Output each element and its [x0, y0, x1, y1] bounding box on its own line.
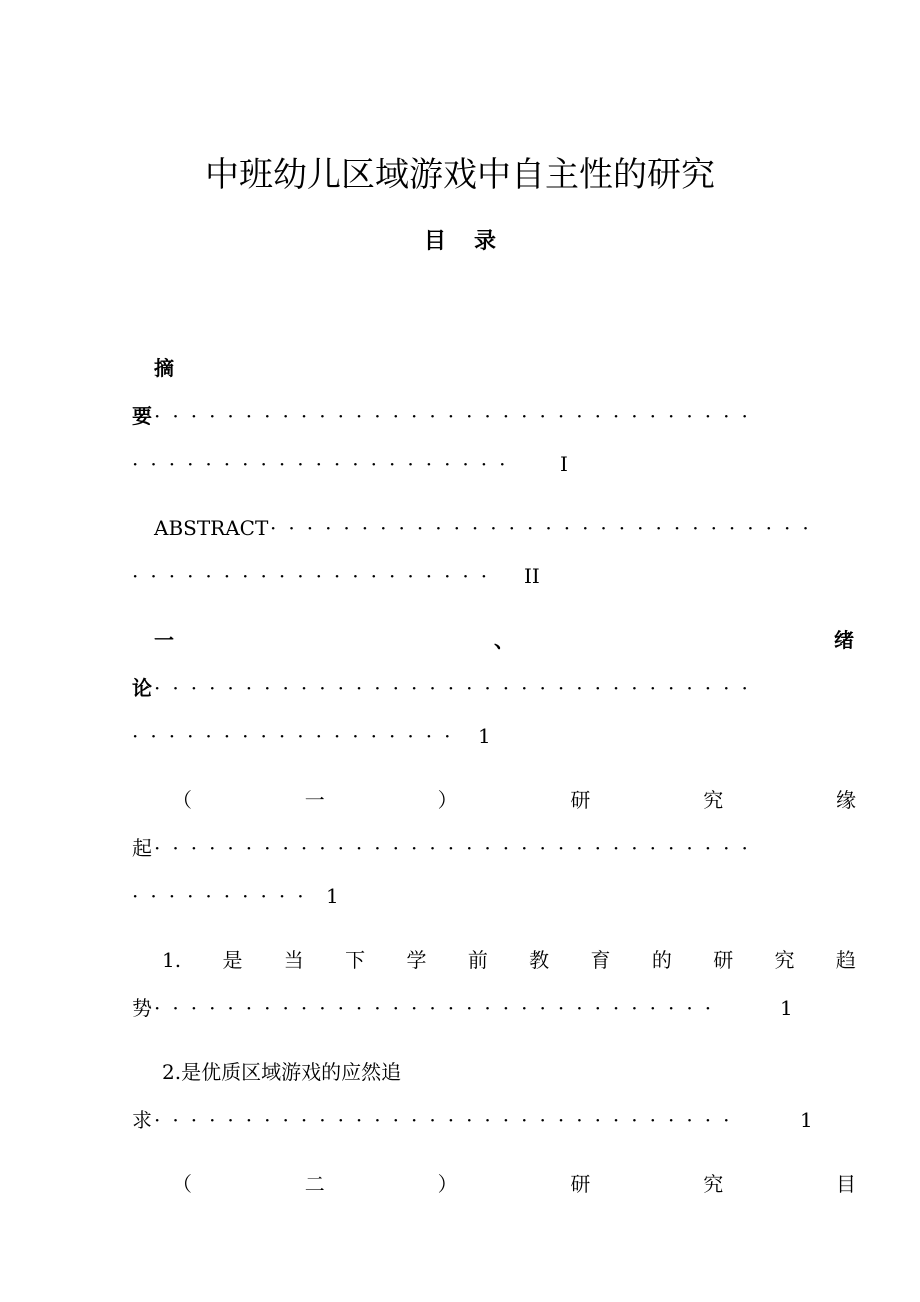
- toc-char: 1.: [162, 948, 182, 972]
- toc-chapter1-line3[interactable]: [132, 722, 856, 750]
- toc-char: ）: [437, 1172, 458, 1196]
- toc-item-1-line2[interactable]: [132, 994, 856, 1022]
- toc-char: 当: [283, 948, 304, 972]
- leader-dots: ································: [154, 1108, 742, 1132]
- toc-section-1-1-line3[interactable]: [132, 882, 856, 910]
- toc-char: 学: [406, 948, 427, 972]
- toc-text: 起: [132, 836, 152, 860]
- toc-char: 的: [651, 948, 672, 972]
- leader-dots: ·································: [154, 404, 760, 428]
- toc-section-1-2-line1[interactable]: [172, 1170, 856, 1198]
- toc-char: 究: [703, 1172, 724, 1196]
- toc-char: 趋: [835, 948, 856, 972]
- toc-abstract-en-line1[interactable]: [132, 514, 856, 542]
- leader-dots: ·····················: [132, 452, 518, 476]
- toc-char: 研: [570, 1172, 591, 1196]
- toc-item-2-line1[interactable]: [132, 1058, 856, 1086]
- toc-section-1-1-line1[interactable]: [172, 786, 856, 814]
- page-number: 1: [800, 1108, 813, 1132]
- toc-item-1-line1[interactable]: [162, 946, 856, 974]
- toc-char: 二: [304, 1172, 325, 1196]
- toc-text: 论: [132, 676, 152, 700]
- toc-char: 研: [570, 788, 591, 812]
- toc-char: 目: [835, 1172, 856, 1196]
- toc-text: 绪: [834, 628, 854, 652]
- leader-dots: ·······························: [154, 996, 724, 1020]
- toc-abstract-cn-line2[interactable]: [132, 402, 856, 430]
- leader-dots: ··········: [132, 884, 316, 908]
- toc-char: 一: [304, 788, 325, 812]
- toc-text: 要: [132, 404, 152, 428]
- toc-text: 、: [494, 628, 514, 652]
- toc-text: 2.是优质区域游戏的应然追: [162, 1060, 402, 1084]
- toc-text: ABSTRACT: [154, 516, 269, 540]
- toc-char: 教: [529, 948, 550, 972]
- toc-text: 一: [154, 628, 174, 652]
- page-number: 1: [326, 884, 339, 908]
- toc-chapter1-line2[interactable]: [132, 674, 856, 702]
- page-number: 1: [780, 996, 793, 1020]
- toc-text: 势: [132, 996, 152, 1020]
- toc-char: （: [172, 1172, 192, 1196]
- toc-char: ）: [437, 788, 458, 812]
- page-number: II: [524, 564, 540, 588]
- toc-char: 研: [713, 948, 734, 972]
- toc-abstract-cn-line3[interactable]: [132, 450, 856, 478]
- toc-char: 究: [703, 788, 724, 812]
- toc-item-2-line2[interactable]: [132, 1106, 856, 1134]
- toc-char: 下: [345, 948, 366, 972]
- document-title: 中班幼儿区域游戏中自主性的研究: [205, 155, 715, 195]
- toc-section-1-1-line2[interactable]: [132, 834, 856, 862]
- toc-abstract-en-line2[interactable]: [132, 562, 856, 590]
- toc-char: 是: [222, 948, 243, 972]
- page-number: 1: [478, 724, 491, 748]
- toc-char: （: [172, 788, 192, 812]
- toc-char: 缘: [835, 788, 856, 812]
- leader-dots: ··················: [132, 724, 463, 748]
- toc-heading: 目录: [423, 228, 524, 254]
- toc-char: 究: [774, 948, 795, 972]
- toc-text: 摘: [154, 356, 174, 380]
- toc-char: 前: [467, 948, 488, 972]
- leader-dots: ····················: [132, 564, 500, 588]
- toc-text: 求: [132, 1108, 152, 1132]
- leader-dots: ·································: [154, 836, 760, 860]
- toc-abstract-cn-line1[interactable]: [132, 354, 856, 382]
- leader-dots: ······························: [270, 516, 821, 540]
- leader-dots: ·································: [154, 676, 760, 700]
- toc-char: 育: [590, 948, 611, 972]
- page-number: I: [560, 452, 568, 476]
- toc-chapter1-line1[interactable]: [132, 626, 856, 654]
